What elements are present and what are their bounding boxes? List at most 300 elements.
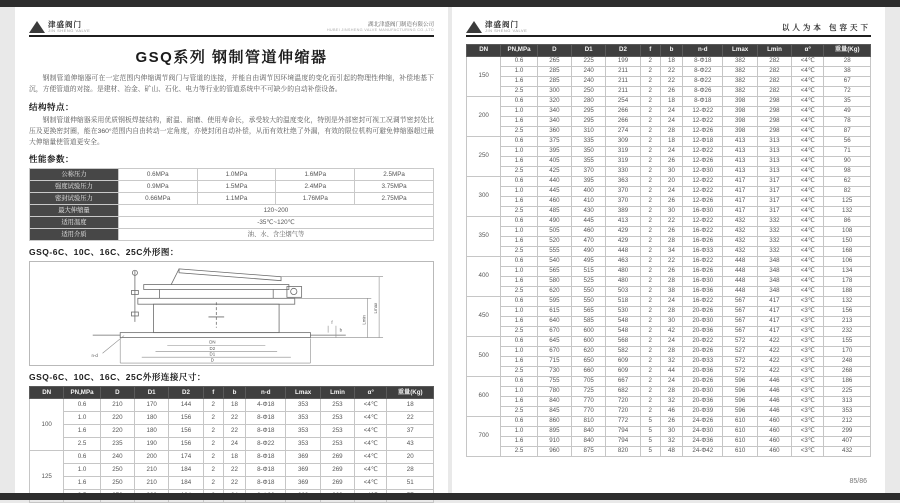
table-cell: 282 <box>757 67 791 77</box>
outline-drawing <box>29 261 434 366</box>
table-cell: 310 <box>572 127 606 137</box>
table-cell: 240 <box>572 77 606 87</box>
table-cell: 2 <box>640 387 660 397</box>
table-cell: 432 <box>723 237 757 247</box>
table-cell: <4℃ <box>355 477 387 490</box>
table-cell: <4℃ <box>792 267 824 277</box>
table-row <box>30 464 434 477</box>
table-cell: 186 <box>824 377 871 387</box>
params-row <box>30 217 434 229</box>
table-cell: 432 <box>723 227 757 237</box>
table-cell: 446 <box>757 397 791 407</box>
table-cell: 350 <box>572 147 606 157</box>
table-cell: 565 <box>572 307 606 317</box>
table-cell: 20-Φ36 <box>683 367 723 377</box>
table-row <box>467 337 871 347</box>
table-cell: <3℃ <box>792 327 824 337</box>
pages-container <box>0 7 900 493</box>
table-cell: 319 <box>606 157 640 167</box>
table-cell: <4℃ <box>355 425 387 438</box>
table-cell: 18 <box>660 57 682 67</box>
table-cell: 16-Φ30 <box>683 207 723 217</box>
table-cell: 28 <box>387 464 434 477</box>
table-row <box>467 147 871 157</box>
params-value: 1.1MPa <box>197 193 276 205</box>
table-cell: 220 <box>100 412 134 425</box>
table-cell: 413 <box>723 147 757 157</box>
table-cell: 448 <box>606 247 640 257</box>
brand-triangle-icon <box>29 21 45 33</box>
table-cell: 332 <box>757 247 791 257</box>
table-cell: 298 <box>757 127 791 137</box>
params-row <box>30 229 434 241</box>
table-cell: 515 <box>572 267 606 277</box>
dim-label-nd: n-d <box>91 353 98 359</box>
table-cell: 8-Φ18 <box>246 477 286 490</box>
table-cell: 2 <box>203 464 223 477</box>
table-cell: 71 <box>824 147 871 157</box>
table-cell: 460 <box>757 427 791 437</box>
table-cell: 22 <box>660 217 682 227</box>
table-cell: 24 <box>660 147 682 157</box>
table-cell: <4℃ <box>792 177 824 187</box>
column-header: n-d <box>683 45 723 57</box>
table-cell: 0.6 <box>501 97 537 107</box>
table-cell: 1.0 <box>501 107 537 117</box>
table-cell: 2.5 <box>501 287 537 297</box>
table-cell: 490 <box>537 217 571 227</box>
table-cell: <4℃ <box>792 287 824 297</box>
table-cell: 20-Φ26 <box>683 347 723 357</box>
brand-tagline: JIN SHENG VALVE <box>485 27 528 33</box>
table-cell: 0.6 <box>501 257 537 267</box>
table-cell: 20-Φ30 <box>683 317 723 327</box>
table-cell: 0.6 <box>501 417 537 427</box>
table-cell: 12-Φ30 <box>683 167 723 177</box>
table-cell: 2 <box>203 425 223 438</box>
table-cell: 432 <box>824 447 871 457</box>
table-cell: 266 <box>606 117 640 127</box>
table-cell: 1.6 <box>64 477 100 490</box>
table-cell: 353 <box>286 399 320 412</box>
table-cell: <4℃ <box>792 197 824 207</box>
company-name-block <box>327 22 434 33</box>
table-cell: 2 <box>203 477 223 490</box>
table-cell: 20-Φ33 <box>683 357 723 367</box>
table-cell: 620 <box>572 347 606 357</box>
table-cell: 446 <box>757 407 791 417</box>
column-header: D1 <box>135 387 169 399</box>
table-cell: 8-Φ18 <box>246 464 286 477</box>
table-cell: 485 <box>537 207 571 217</box>
table-cell: <3℃ <box>792 297 824 307</box>
performance-params-table <box>29 168 434 241</box>
table-cell: 480 <box>606 267 640 277</box>
dim-label-lmax: Lmax <box>372 302 378 314</box>
table-cell: 503 <box>606 287 640 297</box>
table-cell: 568 <box>606 337 640 347</box>
table-cell: 180 <box>135 412 169 425</box>
table-cell: <4℃ <box>355 399 387 412</box>
table-cell: 348 <box>757 277 791 287</box>
table-row <box>30 438 434 451</box>
table-cell: <4℃ <box>792 237 824 247</box>
table-cell: 422 <box>757 357 791 367</box>
table-cell: 282 <box>757 77 791 87</box>
table-cell: 240 <box>572 67 606 77</box>
table-row <box>467 167 871 177</box>
table-cell: 1.0 <box>501 67 537 77</box>
table-cell: 540 <box>537 257 571 267</box>
table-row <box>467 117 871 127</box>
table-cell: 211 <box>606 87 640 97</box>
table-cell: 18 <box>660 97 682 107</box>
table-cell: 520 <box>537 237 571 247</box>
brand-logo <box>29 21 90 33</box>
table-cell: 413 <box>606 217 640 227</box>
table-cell: 330 <box>606 167 640 177</box>
table-cell: 422 <box>757 337 791 347</box>
table-cell: 400 <box>572 187 606 197</box>
table-cell: 22 <box>223 464 245 477</box>
table-cell: 20-Φ30 <box>683 387 723 397</box>
table-cell: 445 <box>572 217 606 227</box>
params-value: 1.6MPa <box>276 169 355 181</box>
table-cell: 18 <box>223 451 245 464</box>
table-cell: 335 <box>572 137 606 147</box>
table-cell: 417 <box>723 207 757 217</box>
params-row-label: 强度试验压力 <box>30 181 119 193</box>
table-cell: 22 <box>223 477 245 490</box>
table-cell: 2 <box>640 357 660 367</box>
dn-cell: 350 <box>467 217 501 257</box>
table-cell: 8-Φ22 <box>683 77 723 87</box>
table-cell: 1.6 <box>501 357 537 367</box>
table-cell: 417 <box>757 307 791 317</box>
table-cell: 1.0 <box>501 187 537 197</box>
expansion-joint-drawing <box>32 263 432 365</box>
table-cell: 446 <box>757 387 791 397</box>
table-cell: <4℃ <box>792 57 824 67</box>
table-cell: 332 <box>757 237 791 247</box>
table-cell: 348 <box>757 287 791 297</box>
table-cell: 410 <box>572 197 606 207</box>
table-cell: 1.6 <box>501 397 537 407</box>
table-cell: 682 <box>606 387 640 397</box>
table-cell: 555 <box>537 247 571 257</box>
table-cell: 295 <box>572 117 606 127</box>
table-cell: 38 <box>660 287 682 297</box>
table-cell: 67 <box>824 77 871 87</box>
dn-cell: 400 <box>467 257 501 297</box>
column-header: b <box>223 387 245 399</box>
table-cell: 199 <box>606 57 640 67</box>
table-cell: 2 <box>640 177 660 187</box>
dn-cell: 100 <box>30 399 64 451</box>
column-header: D1 <box>572 45 606 57</box>
table-cell: <3℃ <box>792 437 824 447</box>
table-cell: 348 <box>757 257 791 267</box>
table-cell: 2 <box>640 247 660 257</box>
table-cell: 2 <box>640 377 660 387</box>
company-name: 湖北津盛阀门制造有限公司 <box>367 21 434 28</box>
table-cell: 580 <box>537 277 571 287</box>
table-row <box>467 67 871 77</box>
table-cell: 72 <box>824 87 871 97</box>
params-value: 2.75MPa <box>355 193 434 205</box>
table-cell: 20-Φ36 <box>683 397 723 407</box>
table-cell: 16-Φ30 <box>683 277 723 287</box>
table-cell: 398 <box>723 127 757 137</box>
table-cell: 317 <box>757 187 791 197</box>
table-cell: 340 <box>537 107 571 117</box>
table-cell: 144 <box>169 399 203 412</box>
table-row <box>467 417 871 427</box>
company-name-en: HUBEI JINSHENG VALVE MANUFACTURING CO.,LTD <box>326 28 434 33</box>
table-cell: <3℃ <box>792 367 824 377</box>
table-cell: 108 <box>824 227 871 237</box>
table-cell: 2 <box>640 197 660 207</box>
table-cell: 20-Φ26 <box>683 377 723 387</box>
table-cell: 600 <box>572 337 606 347</box>
table-cell: 480 <box>606 277 640 287</box>
table-cell: 212 <box>824 417 871 427</box>
table-cell: 34 <box>660 247 682 257</box>
header-rule <box>29 35 434 37</box>
table-cell: 0.6 <box>501 297 537 307</box>
page-left <box>15 7 448 493</box>
table-cell: 168 <box>824 247 871 257</box>
table-row <box>467 427 871 437</box>
table-cell: 16-Φ26 <box>683 237 723 247</box>
company-slogan: 以人为本 包容天下 <box>781 23 871 32</box>
table-cell: 395 <box>572 177 606 187</box>
table-cell: <3℃ <box>792 357 824 367</box>
table-cell: 253 <box>320 412 354 425</box>
table-cell: 0.6 <box>64 399 100 412</box>
table-cell: 12-Φ22 <box>683 107 723 117</box>
table-cell: 178 <box>824 277 871 287</box>
column-header: α° <box>792 45 824 57</box>
params-row-label: 适用介质 <box>30 229 119 241</box>
table-cell: 1.0 <box>501 267 537 277</box>
table-cell: 772 <box>606 417 640 427</box>
table-cell: 440 <box>537 177 571 187</box>
dn-cell: 150 <box>467 57 501 97</box>
table-cell: 268 <box>824 367 871 377</box>
table-cell: 24 <box>660 187 682 197</box>
table-cell: 8-Φ18 <box>246 451 286 464</box>
table-cell: 398 <box>723 107 757 117</box>
table-cell: 572 <box>723 337 757 347</box>
table-cell: 82 <box>824 187 871 197</box>
table-cell: 460 <box>572 227 606 237</box>
table-cell: 332 <box>757 227 791 237</box>
table-cell: 1.6 <box>501 117 537 127</box>
table-cell: 565 <box>537 267 571 277</box>
table-cell: 313 <box>757 137 791 147</box>
table-cell: <4℃ <box>792 77 824 87</box>
table-cell: 22 <box>223 412 245 425</box>
table-row <box>467 197 871 207</box>
table-cell: 670 <box>537 327 571 337</box>
params-value: 3.75MPa <box>355 181 434 193</box>
table-row <box>467 157 871 167</box>
table-cell: <4℃ <box>792 67 824 77</box>
table-row <box>467 97 871 107</box>
table-cell: 640 <box>537 317 571 327</box>
table-cell: 2 <box>640 207 660 217</box>
table-cell: 875 <box>572 447 606 457</box>
page-number: 85/86 <box>849 478 867 485</box>
column-header: Lmax <box>286 387 320 399</box>
dim-label-f: f <box>330 319 333 325</box>
dim-label-d2: D2 <box>209 345 215 351</box>
table-cell: 22 <box>387 412 434 425</box>
table-cell: <3℃ <box>792 387 824 397</box>
table-cell: 248 <box>824 357 871 367</box>
table-cell: 2 <box>203 438 223 451</box>
table-cell: 609 <box>606 357 640 367</box>
table-cell: 348 <box>757 267 791 277</box>
table-cell: 250 <box>572 87 606 97</box>
table-cell: 5 <box>640 437 660 447</box>
table-cell: 2 <box>640 257 660 267</box>
table-cell: 317 <box>757 207 791 217</box>
table-header-row <box>467 45 871 57</box>
table-cell: 20 <box>387 451 434 464</box>
table-cell: 2 <box>640 337 660 347</box>
column-header: D2 <box>169 387 203 399</box>
table-cell: 2 <box>640 307 660 317</box>
table-cell: 1.0 <box>501 387 537 397</box>
table-cell: 2 <box>640 87 660 97</box>
top-border-bar <box>0 0 900 7</box>
brand-triangle-icon <box>466 21 482 33</box>
table-cell: 240 <box>100 451 134 464</box>
column-header: DN <box>30 387 64 399</box>
table-cell: 2 <box>203 412 223 425</box>
table-cell: 24-Φ30 <box>683 427 723 437</box>
dim-label-d1: D1 <box>209 351 215 357</box>
table-cell: 1.0 <box>501 227 537 237</box>
table-cell: 156 <box>169 412 203 425</box>
table-row <box>467 407 871 417</box>
table-cell: <3℃ <box>792 337 824 347</box>
table-cell: 2 <box>640 57 660 67</box>
table-cell: 86 <box>824 217 871 227</box>
table-row <box>30 425 434 438</box>
dn-cell: 500 <box>467 337 501 377</box>
table-cell: 2 <box>640 317 660 327</box>
table-row <box>467 327 871 337</box>
table-cell: 407 <box>824 437 871 447</box>
table-row <box>30 451 434 464</box>
table-cell: 24 <box>660 337 682 347</box>
table-cell: 2 <box>203 399 223 412</box>
table-cell: 18 <box>660 137 682 147</box>
table-cell: 720 <box>606 397 640 407</box>
table-cell: <4℃ <box>792 97 824 107</box>
params-value: 0.9MPa <box>118 181 197 193</box>
table-row <box>467 287 871 297</box>
table-cell: 2 <box>640 157 660 167</box>
table-cell: 20-Φ36 <box>683 327 723 337</box>
table-cell: 8-Φ22 <box>683 67 723 77</box>
table-cell: 213 <box>824 317 871 327</box>
table-cell: 22 <box>660 67 682 77</box>
table-cell: 417 <box>757 297 791 307</box>
table-cell: 188 <box>824 287 871 297</box>
column-header: f <box>640 45 660 57</box>
table-cell: 285 <box>537 67 571 77</box>
dim-label-b: b <box>339 327 342 333</box>
table-cell: 1.6 <box>501 157 537 167</box>
table-cell: <3℃ <box>792 347 824 357</box>
table-cell: 0.6 <box>501 57 537 67</box>
table-cell: 285 <box>537 77 571 87</box>
table-cell: 317 <box>757 197 791 207</box>
table-cell: 670 <box>537 347 571 357</box>
table-cell: 210 <box>100 399 134 412</box>
table-cell: 253 <box>320 399 354 412</box>
table-cell: 567 <box>723 307 757 317</box>
table-cell: 16-Φ33 <box>683 247 723 257</box>
brand-logo <box>466 21 527 33</box>
table-cell: 1.6 <box>501 197 537 207</box>
table-cell: <4℃ <box>792 207 824 217</box>
brand-tagline: JIN SHENG VALVE <box>48 27 91 33</box>
table-cell: 770 <box>572 397 606 407</box>
table-cell: 269 <box>320 477 354 490</box>
table-cell: <3℃ <box>792 377 824 387</box>
column-header: Lmax <box>723 45 757 57</box>
table-cell: <4℃ <box>792 137 824 147</box>
table-cell: 150 <box>824 237 871 247</box>
table-cell: 309 <box>606 137 640 147</box>
table-cell: 2.5 <box>501 207 537 217</box>
table-cell: 2.5 <box>501 327 537 337</box>
column-header: D <box>537 45 571 57</box>
table-cell: 430 <box>572 207 606 217</box>
table-cell: 505 <box>537 227 571 237</box>
page-right <box>452 7 885 493</box>
table-cell: 548 <box>606 317 640 327</box>
dims-heading: GSQ-6C、10C、16C、25C外形连接尺寸： <box>29 372 206 383</box>
table-cell: <4℃ <box>792 257 824 267</box>
column-header: b <box>660 45 682 57</box>
params-value: 油、水、含尘烟气等 <box>118 229 433 241</box>
table-row <box>467 217 871 227</box>
column-header: 重量(Kg) <box>387 387 434 399</box>
table-row <box>467 297 871 307</box>
table-cell: 422 <box>757 347 791 357</box>
table-cell: 417 <box>723 187 757 197</box>
table-row <box>467 107 871 117</box>
table-cell: 132 <box>824 207 871 217</box>
table-cell: 28 <box>660 307 682 317</box>
table-cell: 156 <box>169 425 203 438</box>
table-cell: 582 <box>606 347 640 357</box>
table-row <box>467 207 871 217</box>
table-cell: 269 <box>320 451 354 464</box>
table-cell: 1.0 <box>64 412 100 425</box>
table-cell: 87 <box>824 127 871 137</box>
table-cell: 12-Φ26 <box>683 127 723 137</box>
table-cell: 525 <box>572 277 606 287</box>
table-cell: 596 <box>723 387 757 397</box>
column-header: D2 <box>606 45 640 57</box>
